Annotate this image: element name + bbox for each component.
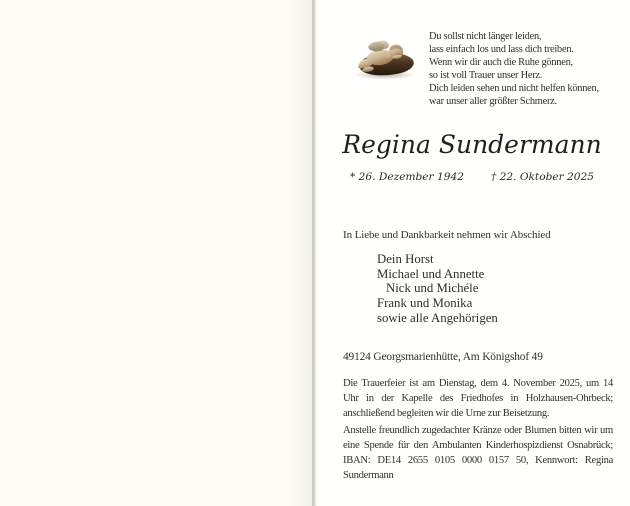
birth-date: * 26. Dezember 1942 bbox=[349, 171, 464, 183]
death-date: † 22. Oktober 2025 bbox=[490, 171, 595, 183]
poem-line: war unser aller größter Schmerz. bbox=[429, 96, 557, 107]
sleeping-angel-figurine-image bbox=[348, 33, 424, 81]
poem-line: Dich leiden sehen und nicht helfen können, bbox=[429, 83, 599, 94]
family-line: Nick und Michéle bbox=[386, 281, 479, 296]
family-line: Dein Horst bbox=[377, 252, 434, 266]
poem-line: Du sollst nicht länger leiden, bbox=[429, 31, 542, 42]
family-list bbox=[377, 252, 498, 326]
poem-line: so ist voll Trauer unser Herz. bbox=[429, 70, 543, 81]
service-info-paragraph: Die Trauerfeier ist am Dienstag, dem 4. November 2025, um 14 Uhr in der Kapelle des Friedhofes in Holzhausen-Ohrbeck; anschließend begleiten wir die Urne zur Beisetzung. bbox=[343, 378, 613, 419]
family-line: Michael und Annette bbox=[377, 266, 485, 281]
address-line: 49124 Georgsmarienhütte, Am Königshof 49 bbox=[343, 351, 543, 363]
family-line: sowie alle Angehörigen bbox=[377, 310, 498, 325]
life-dates bbox=[315, 170, 629, 184]
blank-left-page bbox=[0, 0, 312, 506]
family-line: Frank und Monika bbox=[377, 296, 473, 311]
farewell-intro: In Liebe und Dankbarkeit nehmen wir Abschied bbox=[343, 229, 551, 241]
poem-line: lass einfach los und lass dich treiben. bbox=[429, 44, 574, 55]
poem-line: Wenn wir dir auch die Ruhe gönnen, bbox=[429, 57, 573, 68]
donation-info-paragraph: Anstelle freundlich zugedachter Kränze oder Blumen bitten wir um eine Spende für den Ambulanten Kinderhospizdienst Osnabrück; IBAN: DE14 2655 0105 0000 0157 50, Kennwort: Regina Sundermann bbox=[343, 425, 613, 481]
deceased-name: Regina Sundermann bbox=[342, 130, 602, 159]
memorial-poem bbox=[429, 30, 599, 108]
